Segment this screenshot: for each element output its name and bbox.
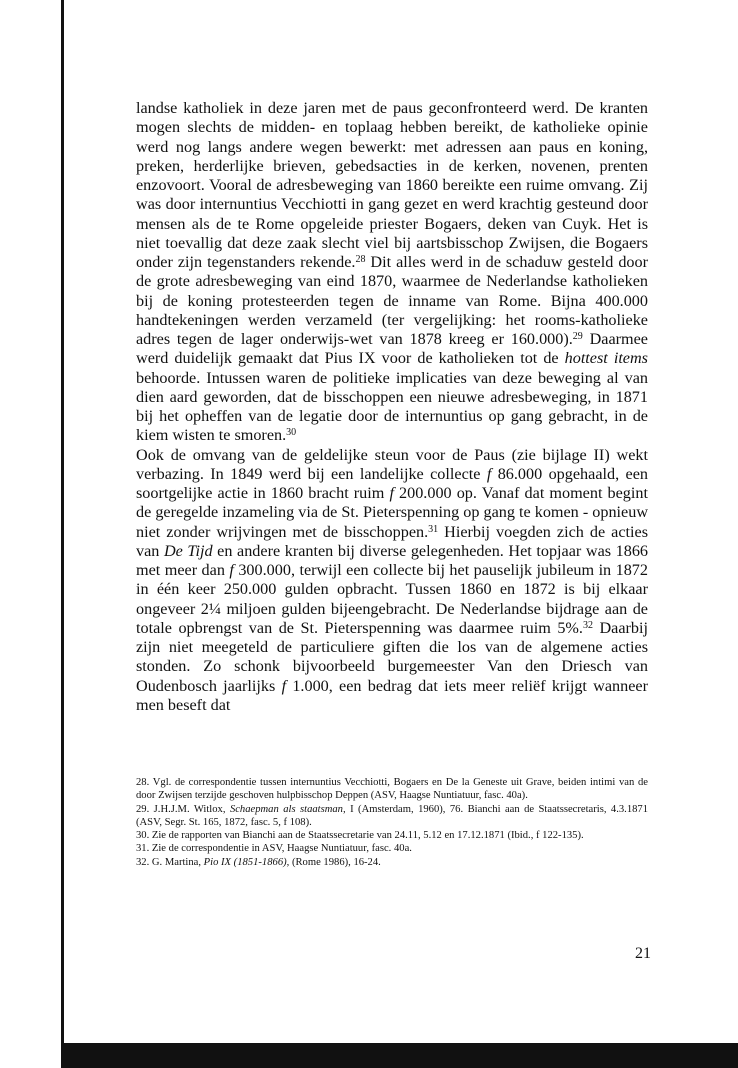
- scan-left-edge: [61, 0, 64, 1068]
- italic-text: De Tijd: [163, 541, 213, 560]
- footnote-32: [136, 856, 648, 869]
- italic-text: f: [229, 561, 234, 579]
- text-run: en andere kranten bij diverse gelegenheden. Het topjaar was 1866 met meer dan: [136, 541, 649, 579]
- footnote-ref: 32: [582, 619, 593, 631]
- text-run: Daarbij zijn niet meegeteld de particuliere giften die los van de algemene acties stonden. Zo schonk bijvoorbeeld burgemeester Van den Driesch van Oudenbosch jaarlijks: [136, 618, 648, 695]
- text-run: Daarmee werd duidelijk gemaakt dat Pius IX voor de katholieken tot de: [136, 330, 648, 368]
- text-run: I (Amsterdam, 1960), 76. Bianchi aan de Staatssecretaris, 4.3.1871 (ASV, Segr. St. 165, 1872, fasc. 5, f 108).: [136, 803, 649, 828]
- italic-text: Schaepman als staatsman,: [229, 803, 346, 815]
- text-run: 30. Zie de rapporten van Bianchi aan de Staatssecretarie van 24.11, 5.12 en 17.12.1871 (Ibid., f 122-135).: [136, 830, 584, 842]
- text-run: Ook de omvang van de geldelijke steun voor de Paus (zie bijlage II) wekt verbazing. In 1849 werd bij een landelijke collecte: [136, 445, 648, 483]
- scan-bottom-edge: [61, 1043, 738, 1068]
- footnote-31: [136, 842, 648, 855]
- text-run: 300.000, terwijl een collecte bij het pauselijk jubileum in 1872 in één keer 250.000 gulden opbracht. Tussen 1860 en 1872 is bij elkaar ongeveer 2¼ miljoen gulden bijeengebracht. De Nederlandse bijdrage aan de totale opbrengst van de St. Pieterspenning was daarmee ruim 5%.: [136, 561, 648, 637]
- text-run: 29. J.H.J.M. Witlox,: [136, 803, 230, 815]
- italic-text: f: [281, 676, 287, 695]
- footnote-30: [136, 829, 648, 842]
- italic-text: hottest items: [564, 349, 648, 368]
- text-run: 86.000 opgehaald, een soortgelijke actie in 1860 bracht ruim: [136, 464, 648, 502]
- page-number: 21: [635, 945, 651, 962]
- footnote-29: [136, 803, 648, 830]
- text-run: Dit alles werd in de schaduw gesteld door de grote adresbeweging van eind 1870, waarmee de Nederlandse katholieken bij de koning protesteerden tegen de inname van Rome. Bijna 400.000 handtekeningen werden verzameld (ter vergelijking: het rooms-katholieke adres tegen de lager onderwijs-wet van 1878 kreeg er 160.000).: [136, 253, 648, 348]
- text-run: 32. G. Martina,: [136, 856, 204, 868]
- text-run: 200.000 op. Vanaf dat moment begint de geregelde inzameling via de St. Pieterspenning op gang te komen - opnieuw niet zonder wrijvingen met de bisschoppen.: [136, 484, 649, 541]
- footnote-28: [136, 776, 648, 803]
- paragraph-1: [136, 99, 648, 446]
- text-run: 28. Vgl. de correspondentie tussen internuntius Vecchiotti, Bogaers en De la Geneste uit Grave, beiden intimi van de door Zwijsen terzijde geschoven hulpbisschop Deppen (ASV, Haagse Nuntiatuur, fasc. 40a).: [136, 777, 648, 802]
- text-run: 1.000, een bedrag dat iets meer reliëf krijgt wanneer men beseft dat: [136, 676, 648, 714]
- italic-text: Pio IX (1851-1866),: [203, 856, 290, 868]
- footnotes: [136, 776, 648, 869]
- paragraph-2: [136, 446, 648, 716]
- text-run: behoorde. Intussen waren de politieke implicaties van deze beweging al van dien aard geworden, dat de bisschoppen een nieuwe adresbeweging, in 1871 bij het opheffen van de legatie door de internuntius op gang gebracht, in de kiem wisten te smoren.: [136, 368, 648, 445]
- italic-text: f: [486, 464, 492, 483]
- body-text: [136, 99, 648, 715]
- footnote-ref: 29: [572, 331, 583, 342]
- text-run: Hierbij voegden zich de acties van: [136, 522, 649, 560]
- footnote-ref: 31: [428, 523, 439, 535]
- text-run: landse katholiek in deze jaren met de paus geconfronteerd werd. De kranten mogen slechts de midden- en toplaag hebben bereikt, de katholieke opinie werd nog langs andere wegen bewerkt: met adressen aan paus en koning, preken, herderlijke brieven, gebedsacties in de kerken, novenen, prenten enzovoort. Vooral de adresbeweging van 1860 bereikte een ruime omvang. Zij was door internuntius Vecchiotti in gang gezet en werd krachtig gesteund door mensen als de te Rome opgeleide priester Bogaers, deken van Cuyk. Het is niet toevallig dat deze zaak slecht viel bij aartsbisschop Zwijsen, die Bogaers onder zijn tegenstanders rekende.: [136, 99, 648, 271]
- italic-text: f: [389, 484, 394, 502]
- footnote-ref: 30: [286, 427, 297, 439]
- footnote-ref: 28: [355, 254, 366, 265]
- text-run: 31. Zie de correspondentie in ASV, Haagse Nuntiatuur, fasc. 40a.: [136, 843, 412, 855]
- text-run: (Rome 1986), 16-24.: [289, 856, 381, 868]
